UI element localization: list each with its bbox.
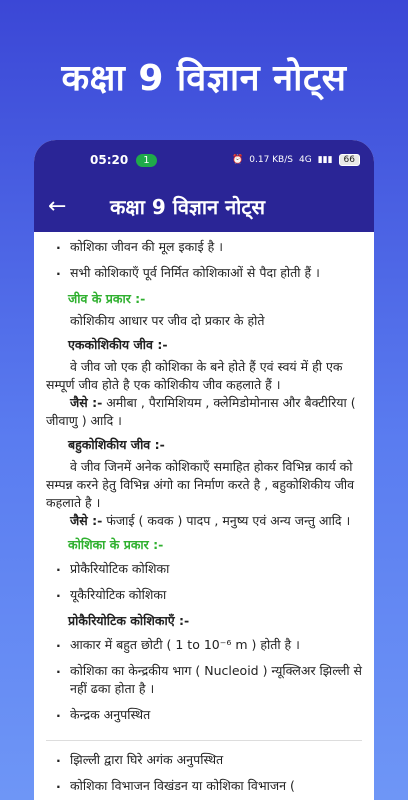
signal-label: 4G bbox=[298, 155, 312, 165]
section-heading: बहुकोशिकीय जीव :- bbox=[68, 437, 165, 452]
section-heading: प्रोकैरियोटिक कोशिकाएँ :- bbox=[68, 613, 190, 628]
status-time: 05:20 bbox=[90, 153, 129, 167]
battery-icon: 66 bbox=[339, 154, 360, 166]
promo-title: कक्षा 9 विज्ञान नोट्स bbox=[61, 58, 347, 99]
app-title: कक्षा 9 विज्ञान नोट्स bbox=[110, 194, 265, 219]
status-pill: 1 bbox=[136, 154, 156, 167]
section-heading: कोशिका के प्रकार :- bbox=[68, 537, 164, 552]
example-paragraph bbox=[46, 512, 362, 530]
list-item: . कोशिका का केन्द्रकीय भाग ( Nucleoid ) न्यूक्लिअर झिल्ली से नहीं ढका होता है । bbox=[56, 662, 362, 698]
list-item: . केन्द्रक अनुपस्थित bbox=[56, 706, 362, 724]
list-item: . झिल्ली द्वारा घिरे अगंक अनुपस्थित bbox=[56, 751, 362, 769]
arrow-left-icon[interactable]: ← bbox=[48, 193, 67, 219]
signal-icon: ▮▮▮ bbox=[317, 155, 333, 165]
list-item: . यूकैरियोटिक कोशिका bbox=[56, 586, 362, 604]
section-heading: एककोशिकीय जीव :- bbox=[68, 337, 168, 352]
example-label: जैसे :- bbox=[70, 513, 103, 528]
divider bbox=[46, 740, 362, 741]
example-label: जैसे :- bbox=[70, 395, 103, 410]
status-indicators bbox=[232, 154, 360, 166]
example-paragraph bbox=[46, 394, 362, 430]
example-text: फंजाई ( कवक ) पादप , मनुष्य एवं अन्य जन्तु आदि । bbox=[106, 513, 351, 528]
paragraph: कोशिकीय आधार पर जीव दो प्रकार के होते bbox=[70, 313, 265, 328]
list-item: . कोशिका विभाजन विखंडन या कोशिका विभाजन ( bbox=[56, 777, 362, 795]
alarm-icon: ⏰ bbox=[232, 155, 244, 165]
app-bar bbox=[34, 180, 374, 232]
paragraph: वे जीव जिनमें अनेक कोशिकाएँ समाहित होकर विभिन्न कार्य को सम्पन्न करने हेतु विभिन्न अंगो का निर्माण करते है , बहुकोशिकीय जीव कहलाते है । bbox=[46, 459, 355, 510]
list-item: . सभी कोशिकाएँ पूर्व निर्मित कोशिकाओं से पैदा होती हैं । bbox=[56, 264, 362, 282]
example-text: अमीबा , पैरामिशियम , क्लेमिडोमोनास और बैक्टीरिया ( जीवाणु ) आदि । bbox=[46, 395, 356, 428]
notes-content bbox=[34, 238, 374, 795]
phone-screen bbox=[34, 140, 374, 800]
network-speed: 0.17 KB/S bbox=[249, 155, 293, 165]
list-item: . प्रोकैरियोटिक कोशिका bbox=[56, 560, 362, 578]
paragraph: वे जीव जो एक ही कोशिका के बने होते हैं एवं स्वयं में ही एक सम्पूर्ण जीव होते है एक कोशिकीय जीव कहलाते हैं । bbox=[46, 359, 343, 392]
list-item: . कोशिका जीवन की मूल इकाई है । bbox=[56, 238, 362, 256]
list-item: . आकार में बहुत छोटी ( 1 to 10⁻⁶ m ) होती है । bbox=[56, 636, 362, 654]
status-bar bbox=[34, 140, 374, 180]
section-heading: जीव के प्रकार :- bbox=[68, 291, 146, 306]
